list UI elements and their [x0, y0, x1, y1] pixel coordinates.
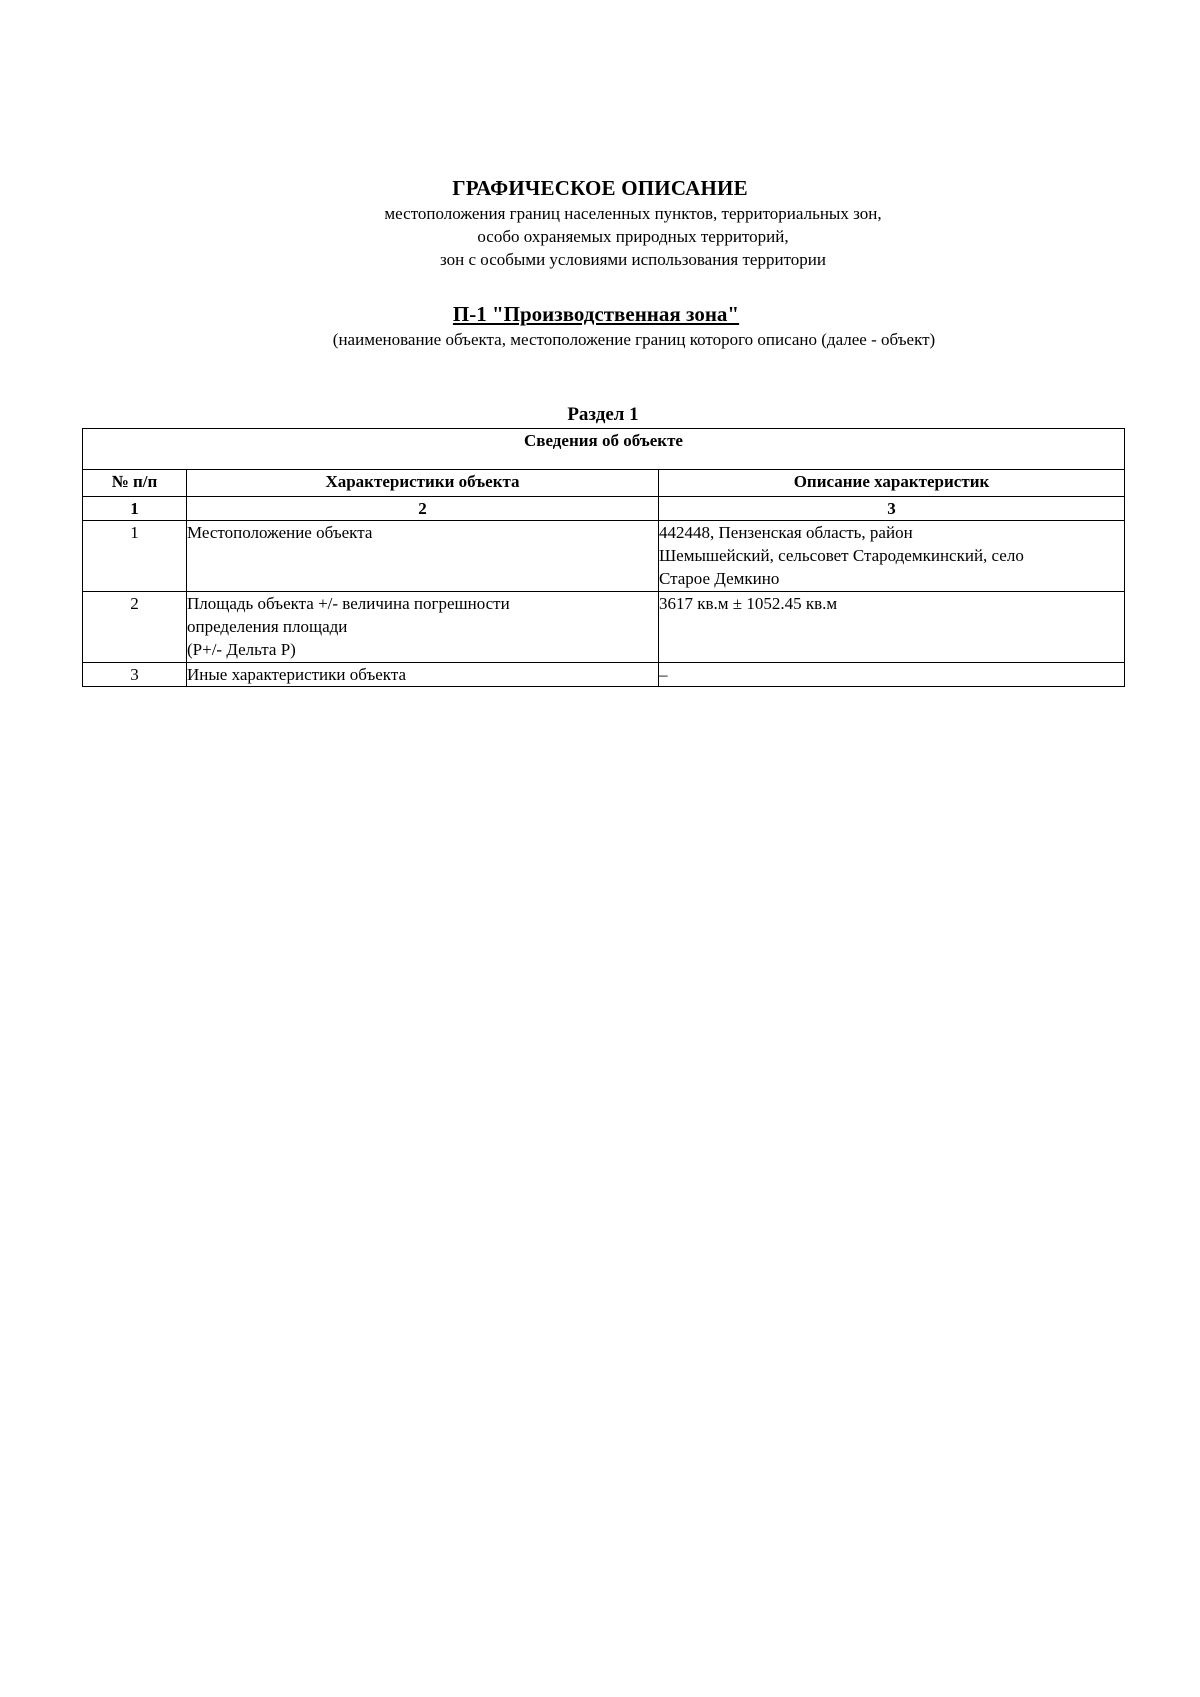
document-subtitle-line-3: зон с особыми условиями использования территории: [440, 250, 826, 269]
row-characteristic: [187, 663, 659, 687]
table-row: [83, 663, 1125, 687]
row-description: [659, 592, 1125, 663]
row-description-line: –: [659, 665, 668, 684]
column-number-1: 1: [83, 497, 187, 521]
row-description: [659, 521, 1125, 592]
row-characteristic: [187, 592, 659, 663]
column-number-2: 2: [187, 497, 659, 521]
row-description-line: Шемышейский, сельсовет Стародемкинский, село: [659, 546, 1024, 565]
header-description: Описание характеристик: [659, 470, 1125, 497]
row-number: 3: [83, 663, 187, 687]
table-caption-row: [83, 429, 1125, 470]
header-characteristics: Характеристики объекта: [187, 470, 659, 497]
object-name-heading: [0, 302, 1196, 327]
table-row: [83, 521, 1125, 592]
row-characteristic-line: (P+/- Дельта P): [187, 640, 296, 659]
object-info-table: [82, 428, 1125, 687]
row-characteristic-line: Местоположение объекта: [187, 523, 373, 542]
document-subtitle-line-1: местоположения границ населенных пунктов, территориальных зон,: [384, 204, 882, 223]
table-caption: Сведения об объекте: [83, 429, 1125, 470]
object-name-text: П-1 "Производственная зона": [452, 302, 740, 326]
section-title: Раздел 1: [567, 404, 639, 425]
column-number-3: 3: [659, 497, 1125, 521]
object-name-caption: (наименование объекта, местоположение границ которого описано (далее - объект): [332, 330, 936, 349]
row-description: [659, 663, 1125, 687]
row-characteristic-line: Иные характеристики объекта: [187, 665, 407, 684]
table-header-row: [83, 470, 1125, 497]
row-description-line: Старое Демкино: [659, 569, 780, 588]
row-characteristic-line: Площадь объекта +/- величина погрешности: [187, 594, 510, 613]
row-number: 2: [83, 592, 187, 663]
header-number: № п/п: [83, 470, 187, 497]
row-characteristic-line: определения площади: [187, 617, 348, 636]
row-description-line: 442448, Пензенская область, район: [659, 523, 913, 542]
table-column-number-row: [83, 497, 1125, 521]
row-description-line: 3617 кв.м ± 1052.45 кв.м: [659, 594, 838, 613]
table-row: [83, 592, 1125, 663]
document-title: ГРАФИЧЕСКОЕ ОПИСАНИЕ: [452, 176, 748, 200]
row-number: 1: [83, 521, 187, 592]
document-subtitle-line-2: особо охраняемых природных территорий,: [477, 227, 789, 246]
row-characteristic: [187, 521, 659, 592]
